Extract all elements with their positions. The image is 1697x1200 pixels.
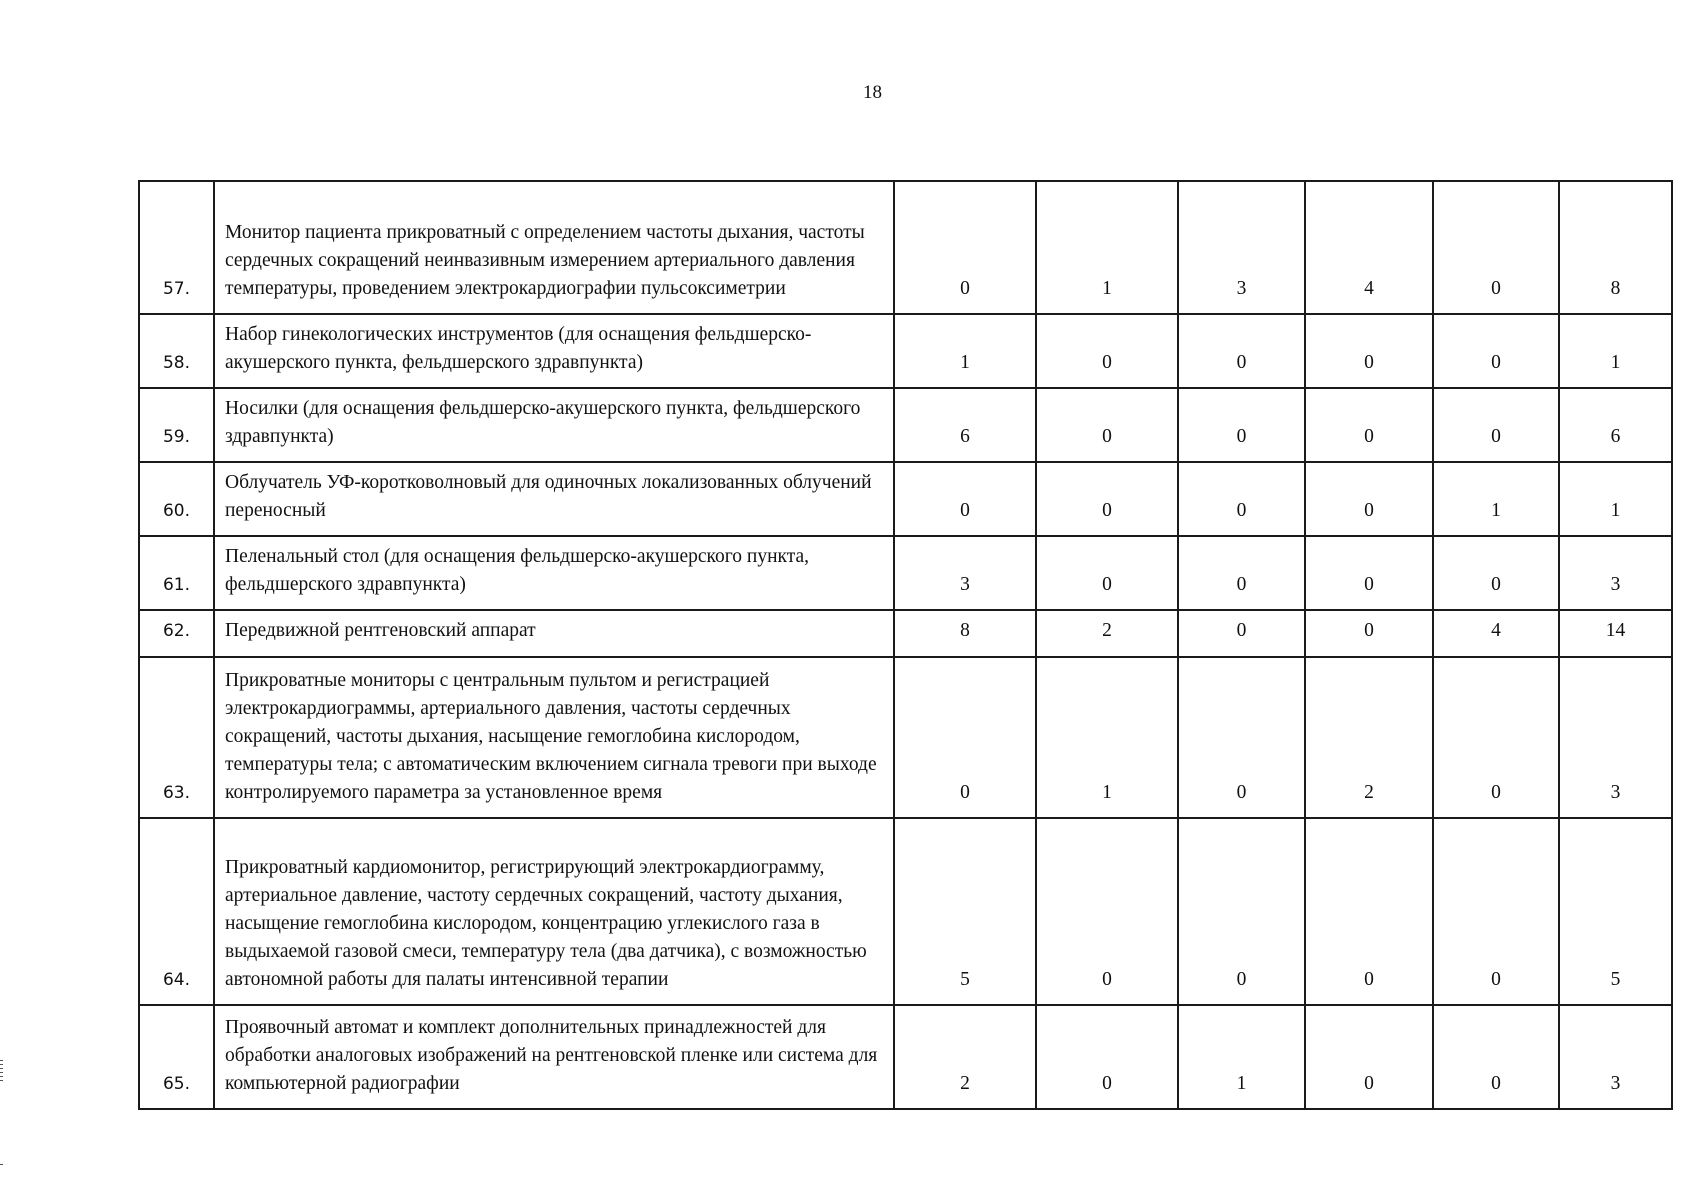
equipment-name: Прикроватный кардиомонитор, регистрирующий электрокардиограмму, артериальное давление, частоту сердечных сокращений, частоту дыхания, насыщение гемоглобина кислородом, концентрацию углекислого газа в выдыхаемой газовой смеси, температуру тела (два датчика), с возможностью автономной работы для палаты интенсивной терапии [214, 818, 894, 1005]
value-cell: 0 [1178, 657, 1305, 818]
value-cell: 0 [1178, 818, 1305, 1005]
equipment-name: Облучатель УФ-коротковолновый для одиночных локализованных облучений переносный [214, 462, 894, 536]
equipment-name: Набор гинекологических инструментов (для оснащения фельдшерско-акушерского пункта, фельдшерского здравпункта) [214, 314, 894, 388]
value-cell: 2 [894, 1005, 1036, 1109]
value-cell: 1 [1036, 181, 1178, 314]
value-cell: 0 [1036, 388, 1178, 462]
value-cell: 2 [1036, 610, 1178, 657]
scan-margin-marks [0, 1060, 4, 1180]
value-cell: 8 [894, 610, 1036, 657]
value-cell: 0 [1305, 388, 1433, 462]
value-cell: 0 [1433, 818, 1559, 1005]
value-cell: 0 [1036, 536, 1178, 610]
table-row [139, 657, 1672, 818]
row-number: 59. [139, 388, 214, 462]
equipment-name: Носилки (для оснащения фельдшерско-акушерского пункта, фельдшерского здравпункта) [214, 388, 894, 462]
row-number: 63. [139, 657, 214, 818]
value-cell: 0 [1036, 818, 1178, 1005]
total-cell: 6 [1559, 388, 1672, 462]
value-cell: 0 [1305, 314, 1433, 388]
table-row [139, 818, 1672, 1005]
value-cell: 1 [1433, 462, 1559, 536]
row-number: 62. [139, 610, 214, 657]
total-cell: 1 [1559, 462, 1672, 536]
value-cell: 0 [1433, 1005, 1559, 1109]
total-cell: 3 [1559, 1005, 1672, 1109]
equipment-name: Монитор пациента прикроватный с определением частоты дыхания, частоты сердечных сокращений неинвазивным измерением артериального давления температуры, проведением электрокардиографии пульсоксиметрии [214, 181, 894, 314]
row-number: 65. [139, 1005, 214, 1109]
value-cell: 0 [1036, 314, 1178, 388]
table-row [139, 181, 1672, 314]
equipment-table [138, 180, 1673, 1110]
total-cell: 1 [1559, 314, 1672, 388]
table-row [139, 388, 1672, 462]
value-cell: 4 [1433, 610, 1559, 657]
value-cell: 3 [1178, 181, 1305, 314]
value-cell: 0 [894, 657, 1036, 818]
table-row [139, 536, 1672, 610]
value-cell: 0 [1178, 388, 1305, 462]
table-row [139, 1005, 1672, 1109]
value-cell: 5 [894, 818, 1036, 1005]
value-cell: 0 [1433, 181, 1559, 314]
row-number: 57. [139, 181, 214, 314]
total-cell: 8 [1559, 181, 1672, 314]
total-cell: 3 [1559, 657, 1672, 818]
value-cell: 0 [1305, 1005, 1433, 1109]
total-cell: 14 [1559, 610, 1672, 657]
equipment-name: Проявочный автомат и комплект дополнительных принадлежностей для обработки аналоговых изображений на рентгеновской пленке или система для компьютерной радиографии [214, 1005, 894, 1109]
value-cell: 0 [1433, 388, 1559, 462]
value-cell: 0 [894, 181, 1036, 314]
total-cell: 5 [1559, 818, 1672, 1005]
value-cell: 1 [894, 314, 1036, 388]
value-cell: 3 [894, 536, 1036, 610]
equipment-name: Пеленальный стол (для оснащения фельдшерско-акушерского пункта, фельдшерского здравпункта) [214, 536, 894, 610]
value-cell: 0 [1433, 657, 1559, 818]
row-number: 58. [139, 314, 214, 388]
value-cell: 0 [1433, 536, 1559, 610]
value-cell: 0 [1178, 610, 1305, 657]
row-number: 64. [139, 818, 214, 1005]
value-cell: 0 [1305, 462, 1433, 536]
value-cell: 0 [1036, 1005, 1178, 1109]
page-number: 18 [863, 82, 882, 103]
table-row [139, 610, 1672, 657]
value-cell: 0 [1305, 536, 1433, 610]
value-cell: 1 [1036, 657, 1178, 818]
value-cell: 1 [1178, 1005, 1305, 1109]
value-cell: 0 [1178, 536, 1305, 610]
value-cell: 2 [1305, 657, 1433, 818]
total-cell: 3 [1559, 536, 1672, 610]
value-cell: 6 [894, 388, 1036, 462]
equipment-name: Прикроватные мониторы с центральным пультом и регистрацией электрокардиограммы, артериального давления, частоты сердечных сокращений, частоты дыхания, насыщение гемоглобина кислородом, температуры тела; с автоматическим включением сигнала тревоги при выходе контролируемого параметра за установленное время [214, 657, 894, 818]
value-cell: 0 [1178, 462, 1305, 536]
value-cell: 0 [1305, 818, 1433, 1005]
value-cell: 0 [1433, 314, 1559, 388]
value-cell: 0 [894, 462, 1036, 536]
table-row [139, 314, 1672, 388]
value-cell: 4 [1305, 181, 1433, 314]
value-cell: 0 [1036, 462, 1178, 536]
row-number: 61. [139, 536, 214, 610]
table-row [139, 462, 1672, 536]
row-number: 60. [139, 462, 214, 536]
equipment-name: Передвижной рентгеновский аппарат [214, 610, 894, 657]
value-cell: 0 [1178, 314, 1305, 388]
value-cell: 0 [1305, 610, 1433, 657]
